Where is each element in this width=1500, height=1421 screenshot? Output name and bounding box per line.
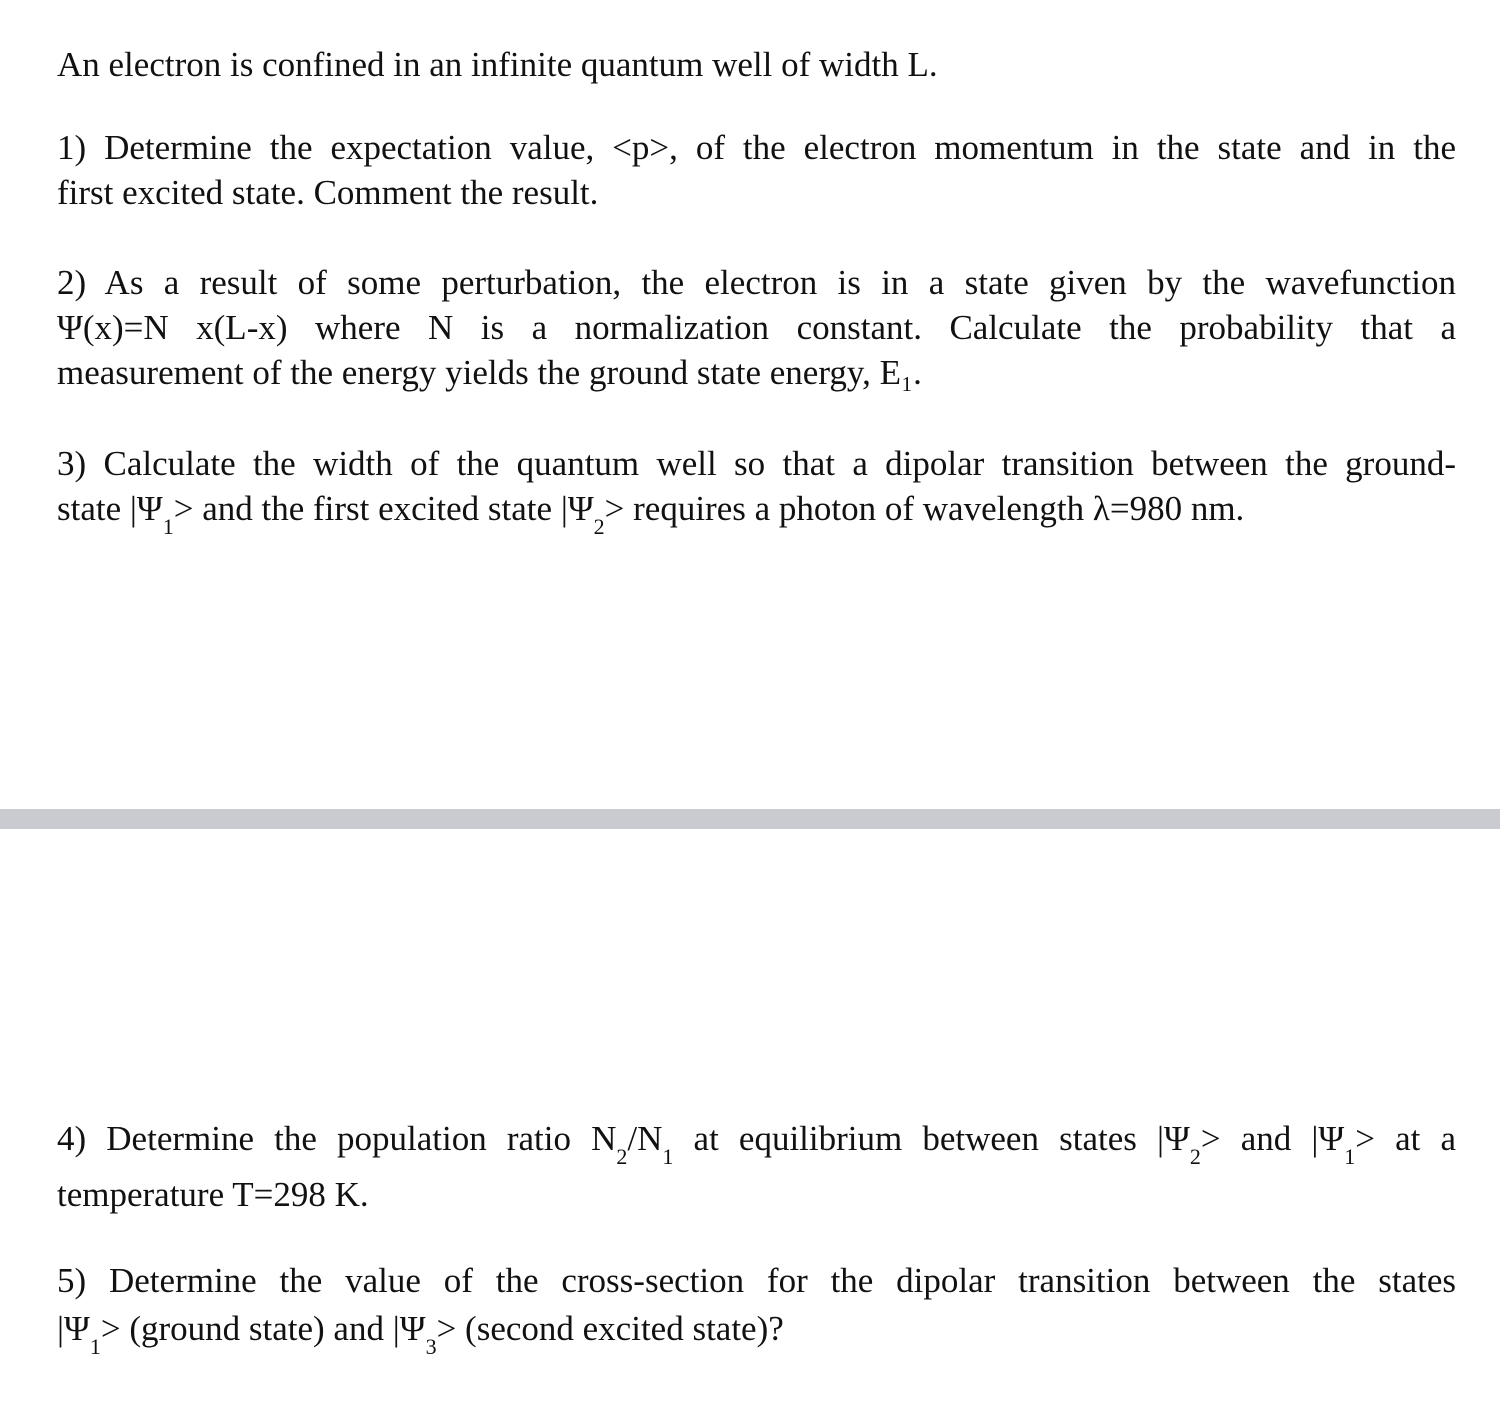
question-3-line-1: 3) Calculate the width of the quantum well so that a dipolar transition between the ground- [57,444,1456,483]
q3-subscript-2: 2 [593,514,605,539]
q4-text-d: > and |Ψ [1200,1119,1345,1158]
q4-subscript-n1: 1 [662,1144,674,1169]
question-1-line-1: 1) Determine the expectation value, <p>, of the electron momentum in the state and in the [57,128,1456,167]
q3-text-b: > and the first excited state |Ψ [173,489,594,528]
question-1-line-2: first excited state. Comment the result. [57,173,599,212]
question-3-line-2 [57,486,1456,539]
question-4-line-1 [57,1111,1456,1167]
question-2-line-2: Ψ(x)=N x(L-x) where N is a normalization constant. Calculate the probability that a [57,308,1456,347]
question-3 [57,441,1456,539]
q5-subscript-3: 3 [425,1334,437,1359]
question-2-line-1: 2) As a result of some perturbation, the electron is in a state given by the wavefunction [57,263,1456,302]
question-2-line-3: measurement of the energy yields the ground state energy, E₁. [57,353,922,392]
q3-text-a: state |Ψ [57,489,163,528]
q3-subscript-1: 1 [162,514,174,539]
q4-text-a: 4) Determine the population ratio N [57,1119,617,1158]
q4-text-b: /N [627,1119,663,1158]
q5-text-b: > (ground state) and |Ψ [100,1309,426,1348]
q5-subscript-1: 1 [89,1334,101,1359]
question-1 [57,125,1456,215]
q4-text-e: > at a [1355,1119,1456,1158]
question-5-line-1: 5) Determine the value of the cross-section for the dipolar transition between the states [57,1261,1456,1300]
q5-text-a: |Ψ [57,1309,90,1348]
q4-subscript-n2: 2 [616,1144,628,1169]
question-2 [57,260,1456,395]
q4-text-c: at equilibrium between states |Ψ [673,1119,1190,1158]
q4-subscript-psi1: 1 [1344,1144,1356,1169]
question-5 [57,1257,1456,1359]
question-5-line-2 [57,1305,1456,1359]
page-separator [0,809,1500,829]
q5-text-c: > (second excited state)? [436,1309,784,1348]
question-4-line-2: temperature T=298 K. [57,1175,369,1214]
question-4 [57,1111,1456,1223]
q4-subscript-psi2: 2 [1189,1144,1201,1169]
intro-text: An electron is confined in an infinite quantum well of width L. [57,45,938,84]
intro-paragraph [57,42,1456,87]
page-bottom [0,829,1500,1421]
q3-text-c: > requires a photon of wavelength λ=980 nm. [604,489,1245,528]
